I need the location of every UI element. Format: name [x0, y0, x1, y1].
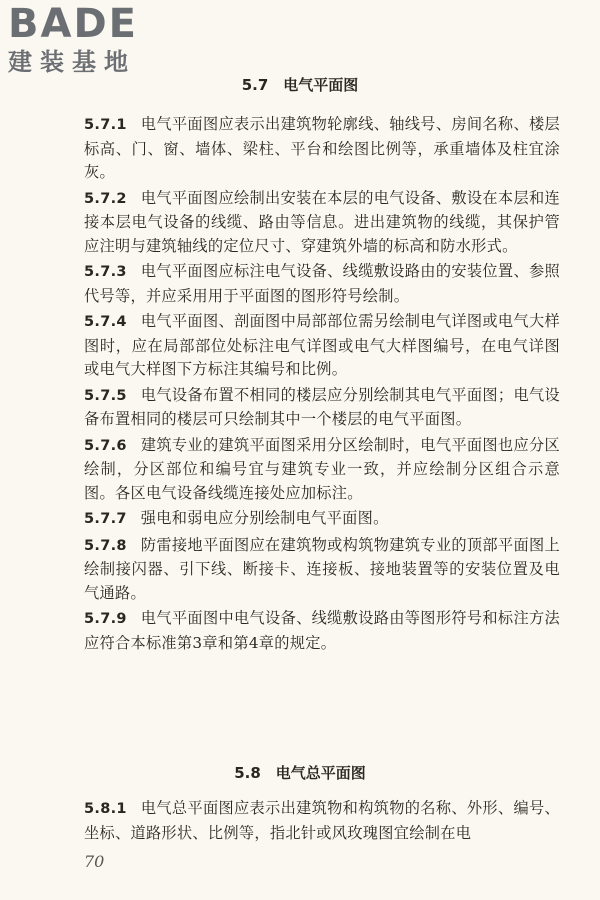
- clause-text: 强电和弱电应分别绘制电气平面图。: [140, 509, 389, 527]
- clause-text: 建筑专业的建筑平面图采用分区绘制时，电气平面图也应分区绘制，分区部位和编号宜与建筑专业一致，并应绘制分区组合示意图。各区电气设备线缆连接处应加标注。: [84, 435, 560, 502]
- clause-number: 5.8.1: [84, 801, 127, 817]
- clause-number: 5.7.6: [84, 437, 127, 454]
- clause-text: 电气平面图应表示出建筑物轮廓线、轴线号、房间名称、楼层标高、门、窗、墙体、梁柱、平台和绘图比例等，承重墙体及柱宜涂灰。: [84, 115, 560, 181]
- clause-number: 5.7.3: [84, 264, 127, 280]
- logo-wordmark: BADE: [8, 1, 138, 47]
- section-5-7-body: [84, 113, 560, 657]
- clause-number: 5.7.1: [84, 117, 127, 133]
- clause: [84, 607, 560, 655]
- section-heading-5-7: 5.7 电气平面图: [241, 76, 359, 94]
- clause-number: 5.7.9: [84, 611, 127, 627]
- clause-number: 5.7.7: [84, 511, 127, 527]
- clause-text: 电气设备布置不相同的楼层应分别绘制其电气平面图；电气设备布置相同的楼层可只绘制其中一个楼层的电气平面图。: [84, 385, 560, 428]
- section-5-8-body: [84, 797, 560, 847]
- clause: [84, 434, 560, 506]
- clause-text: 电气平面图中电气设备、线缆敷设路由等图形符号和标注方法应符合本标准第3章和第4章的规定。: [84, 609, 560, 652]
- clause: [84, 113, 560, 185]
- logo: [8, 2, 178, 76]
- clause: [84, 260, 560, 308]
- clause: [84, 797, 560, 845]
- clause-text: 电气平面图应绘制出安装在本层的电气设备、敷设在本层和连接本层电气设备的线缆、路由等信息。进出建筑物的线缆，其保护管应注明与建筑轴线的定位尺寸、穿建筑外墙的标高和防水形式。: [84, 188, 560, 255]
- clause: [84, 384, 560, 432]
- clause-number: 5.7.8: [84, 537, 127, 554]
- page-number: 70: [84, 852, 105, 871]
- clause-text: 电气平面图、剖面图中局部部位需另绘制电气详图或电气大样图时，应在局部部位处标注电气详图或电气大样图编号，在电气详图或电气大样图下方标注其编号和比例。: [84, 312, 560, 378]
- clause: [84, 534, 560, 606]
- clause-number: 5.7.5: [84, 387, 127, 404]
- clause-text: 防雷接地平面图应在建筑物或构筑物建筑专业的顶部平面图上绘制接闪器、引下线、断接卡、连接板、接地装置等的安装位置及电气通路。: [84, 535, 560, 602]
- clause: [84, 187, 560, 259]
- clause-number: 5.7.4: [84, 314, 127, 330]
- clause: [84, 507, 560, 532]
- clause-number: 5.7.2: [84, 190, 127, 207]
- clause-text: 电气总平面图应表示出建筑物和构筑物的名称、外形、编号、坐标、道路形状、比例等，指北针或风玫瑰图宜绘制在电: [84, 799, 560, 842]
- clause-text: 电气平面图应标注电气设备、线缆敷设路由的安装位置、参照代号等，并应采用用于平面图的图形符号绘制。: [84, 262, 560, 305]
- clause: [84, 310, 560, 382]
- logo-subtitle: 建装基地: [8, 48, 136, 76]
- section-heading-5-8: 5.8 电气总平面图: [234, 764, 366, 782]
